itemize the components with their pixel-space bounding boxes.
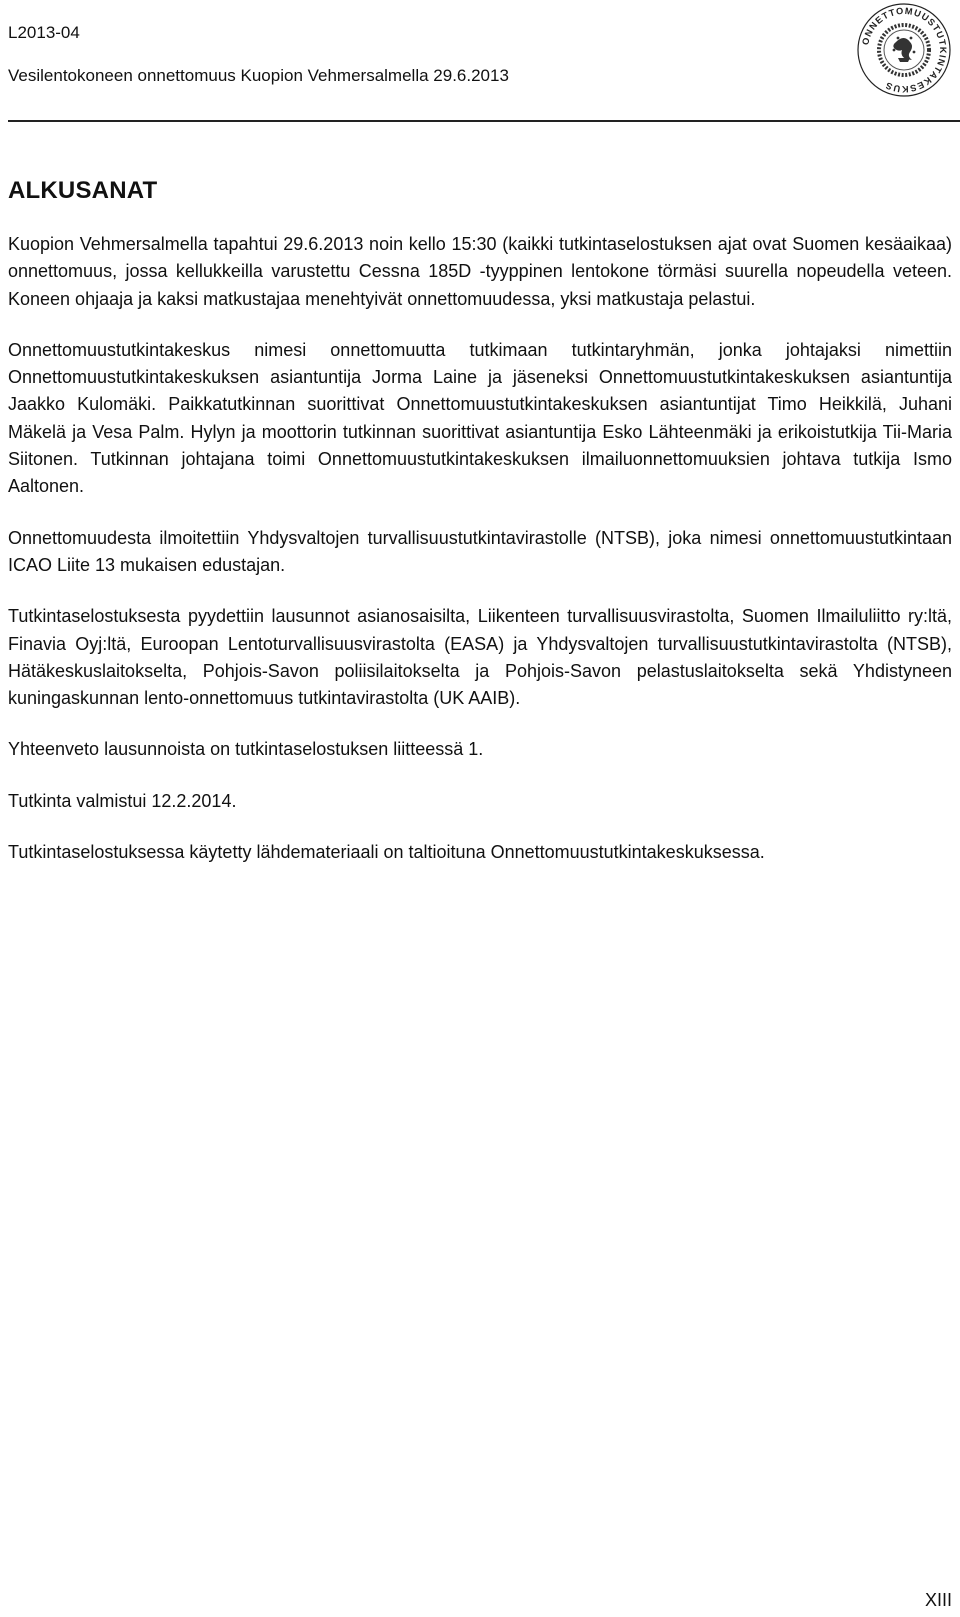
- paragraph-statements-summary: Yhteenveto lausunnoista on tutkintaselostuksen liitteessä 1.: [8, 739, 484, 760]
- paragraph-source-material: Tutkintaselostuksessa käytetty lähdemateriaali on taltioituna Onnettomuustutkintakeskuksessa.: [8, 842, 765, 863]
- paragraph-ntsb-notification: Onnettomuudesta ilmoitettiin Yhdysvaltojen turvallisuustutkintavirastolle (NTSB), joka nimesi onnettomuustutkintaan ICAO Liite 13 mukaisen edustajan.: [8, 527, 952, 575]
- page-header: [0, 0, 960, 122]
- document-body: [8, 176, 952, 866]
- paragraph-investigation-team: Onnettomuustutkintakeskus nimesi onnettomuutta tutkimaan tutkintaryhmän, jonka johtajaksi nimettiin Onnettomuustutkintakeskuksen asiantuntija Jorma Laine ja jäseneksi Onnettomuustutkintakeskuksen asiantuntija Jaakko Kulomäki. Paikkatutkinnan suorittivat Onnettomuustutkintakeskuksen asiantuntijat Timo Heikkilä, Juhani Mäkelä ja Vesa Palm. Hylyn ja moottorin tutkinnan suorittivat asiantuntija Esko Lähteenmäki ja erikoistutkija Tii-Maria Siitonen. Tutkinnan johtajana toimi Onnettomuustutkintakeskuksen ilmailuonnettomuuksien johtava tutkija Ismo Aaltonen.: [8, 339, 952, 497]
- header-divider: [8, 120, 960, 122]
- svg-text:ONNETTOMUUSTUTKINTAKESKUS: ONNETTOMUUSTUTKINTAKESKUS: [860, 5, 949, 95]
- section-title: ALKUSANAT: [8, 177, 158, 204]
- paragraph-completion-date: Tutkinta valmistui 12.2.2014.: [8, 790, 237, 811]
- paragraph-statements-requested: Tutkintaselostuksesta pyydettiin lausunnot asianosaisilta, Liikenteen turvallisuusvirastolta, Suomen Ilmailuliitto ry:ltä, Finavia Oyj:ltä, Euroopan Lentoturvallisuusvirastolta (EASA) ja Yhdysvaltojen turvallisuustutkintavirastolta (NTSB), Hätäkeskuslaitokselta, Pohjois-Savon poliisilaitokselta ja Pohjois-Savon pelastuslaitokselta sekä Yhdistyneen kuningaskunnan lento-onnettomuus tutkintavirastolta (UK AAIB).: [8, 606, 952, 709]
- report-id: L2013-04: [8, 23, 80, 42]
- page-number: XIII: [924, 1590, 952, 1610]
- paragraph-accident-summary: Kuopion Vehmersalmella tapahtui 29.6.2013 noin kello 15:30 (kaikki tutkintaselostuksen ajat ovat Suomen kesäaikaa) onnettomuus, jossa kellukkeilla varustettu Cessna 185D -tyyppinen lentokone törmäsi suurella nopeudella veteen. Koneen ohjaaja ja kaksi matkustajaa menehtyivät onnettomuudessa, yksi matkustaja pelastui.: [8, 234, 952, 309]
- onnettomuustutkintakeskus-seal-icon: [856, 2, 952, 98]
- report-title: Vesilentokoneen onnettomuus Kuopion Vehmersalmella 29.6.2013: [8, 66, 509, 85]
